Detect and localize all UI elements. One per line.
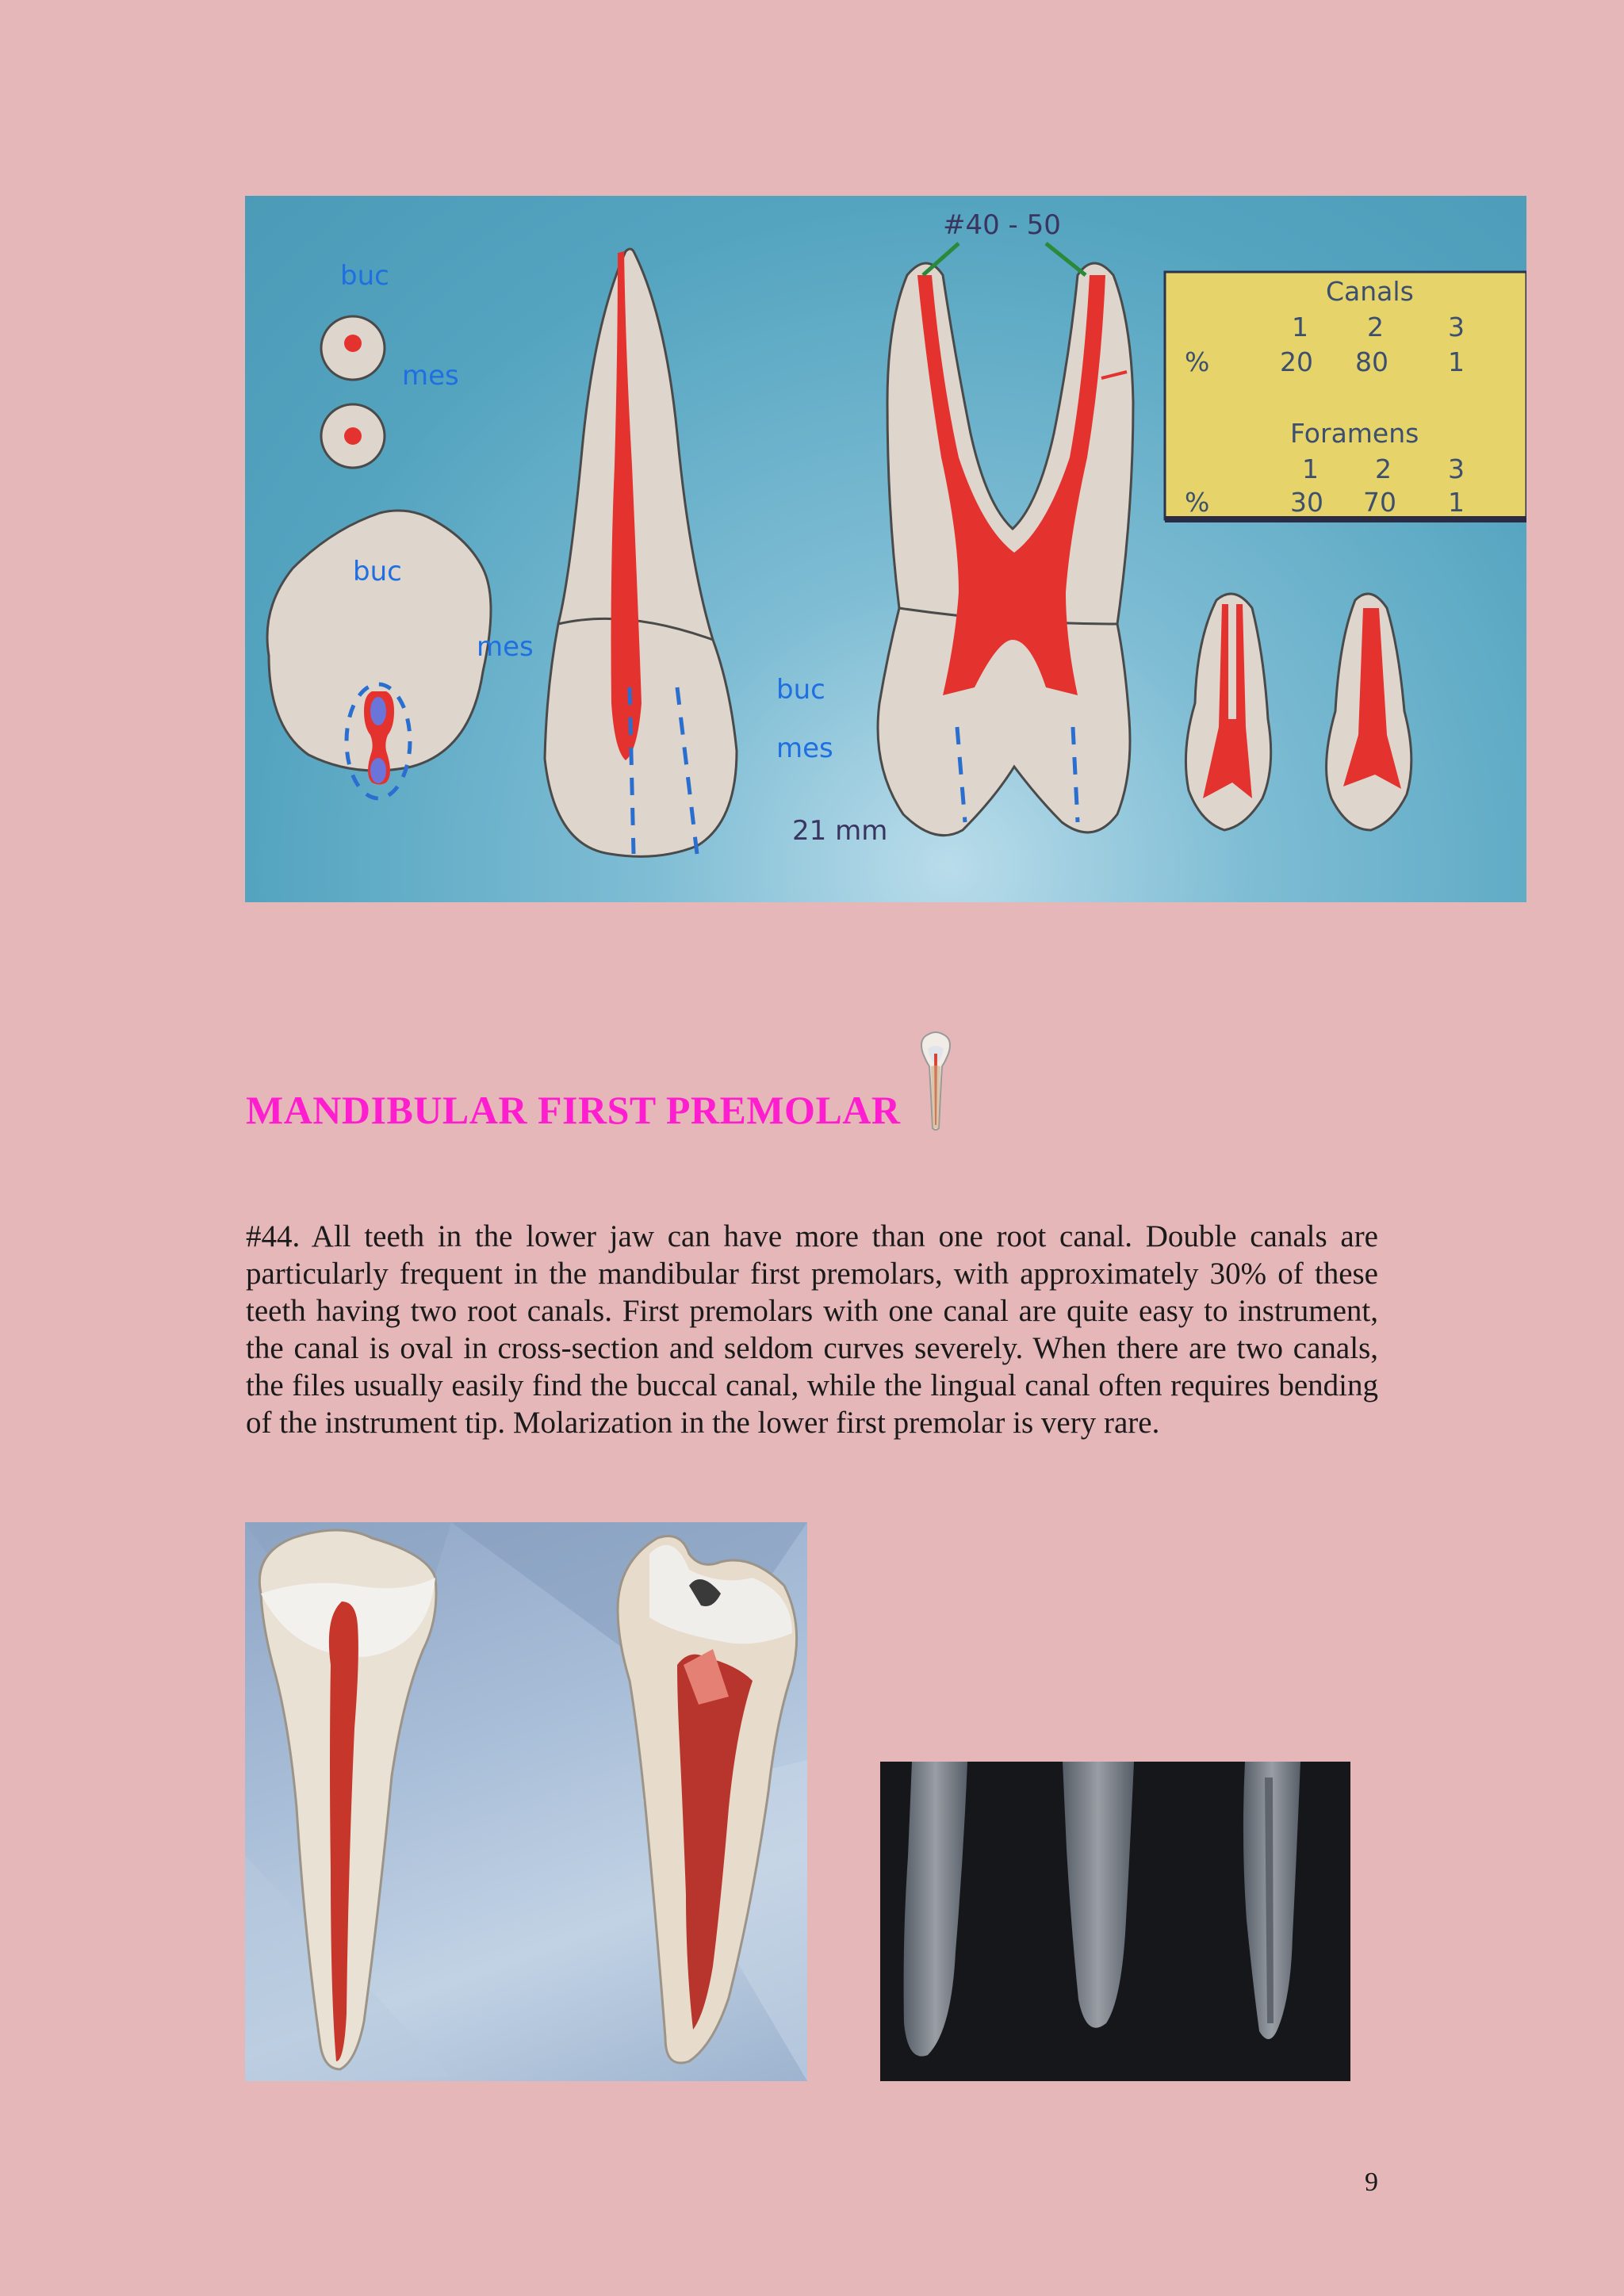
body-paragraph: #44. All teeth in the lower jaw can have more than one root canal. Double canals are particularly frequent in the mandibular first premolars, with approximately 30% of these teeth having two root canals. First premolars with one canal are quite easy to instrument, the canal is oval in cross-section and seldom curves severely. When there are two canals, the files usually easily find the buccal canal, while the lingual canal often requires bending of the instrument tip. Molarization in the lower first premolar is very rare. xyxy=(246,1219,1378,1440)
cross-section-lower xyxy=(321,404,385,468)
table-canals-val-1: 20 xyxy=(1280,346,1313,377)
label-mes-top: mes xyxy=(402,360,459,392)
table-canals-col-3: 3 xyxy=(1448,312,1465,342)
diagram-length-label: 21 mm xyxy=(792,815,888,847)
canal-statistics-table xyxy=(1165,272,1526,522)
table-foramens-pct: % xyxy=(1185,487,1210,518)
table-canals-title: Canals xyxy=(1326,276,1414,307)
small-tooth-two-canals xyxy=(1185,594,1270,830)
page-number: 9 xyxy=(1365,2168,1378,2197)
section-heading xyxy=(246,1078,956,1134)
label-buc-mid: buc xyxy=(353,556,402,587)
premolar-xray xyxy=(880,1762,1350,2081)
cross-section-upper xyxy=(321,316,385,380)
premolar-3d-illustration xyxy=(245,1522,807,2081)
table-canals-val-3: 1 xyxy=(1448,346,1465,377)
tooth-buccal-view xyxy=(545,249,737,856)
table-foramens-col-3: 3 xyxy=(1448,453,1465,484)
label-mes-right: mes xyxy=(776,733,833,764)
page-title: MANDIBULAR FIRST PREMOLAR xyxy=(246,1088,901,1132)
label-mes-mid: mes xyxy=(477,631,534,663)
table-foramens-val-1: 30 xyxy=(1290,487,1323,518)
file-size-label: #40 - 50 xyxy=(943,209,1061,241)
table-foramens-title: Foramens xyxy=(1290,418,1419,449)
label-buc-right: buc xyxy=(776,674,825,706)
table-canals-col-1: 1 xyxy=(1292,312,1308,342)
table-canals-pct: % xyxy=(1185,346,1210,377)
occlusal-view xyxy=(267,511,491,798)
premolar-tooth-icon xyxy=(915,1030,956,1134)
table-canals-col-2: 2 xyxy=(1367,312,1384,342)
premolar-canal-diagram xyxy=(245,196,1526,902)
label-buc-top: buc xyxy=(340,260,389,292)
table-canals-val-2: 80 xyxy=(1355,346,1388,377)
table-foramens-val-3: 1 xyxy=(1448,487,1465,518)
tooth-mesial-view xyxy=(878,243,1133,836)
small-tooth-one-canal xyxy=(1327,594,1411,830)
table-foramens-val-2: 70 xyxy=(1363,487,1396,518)
table-foramens-col-1: 1 xyxy=(1302,453,1319,484)
table-foramens-col-2: 2 xyxy=(1375,453,1392,484)
